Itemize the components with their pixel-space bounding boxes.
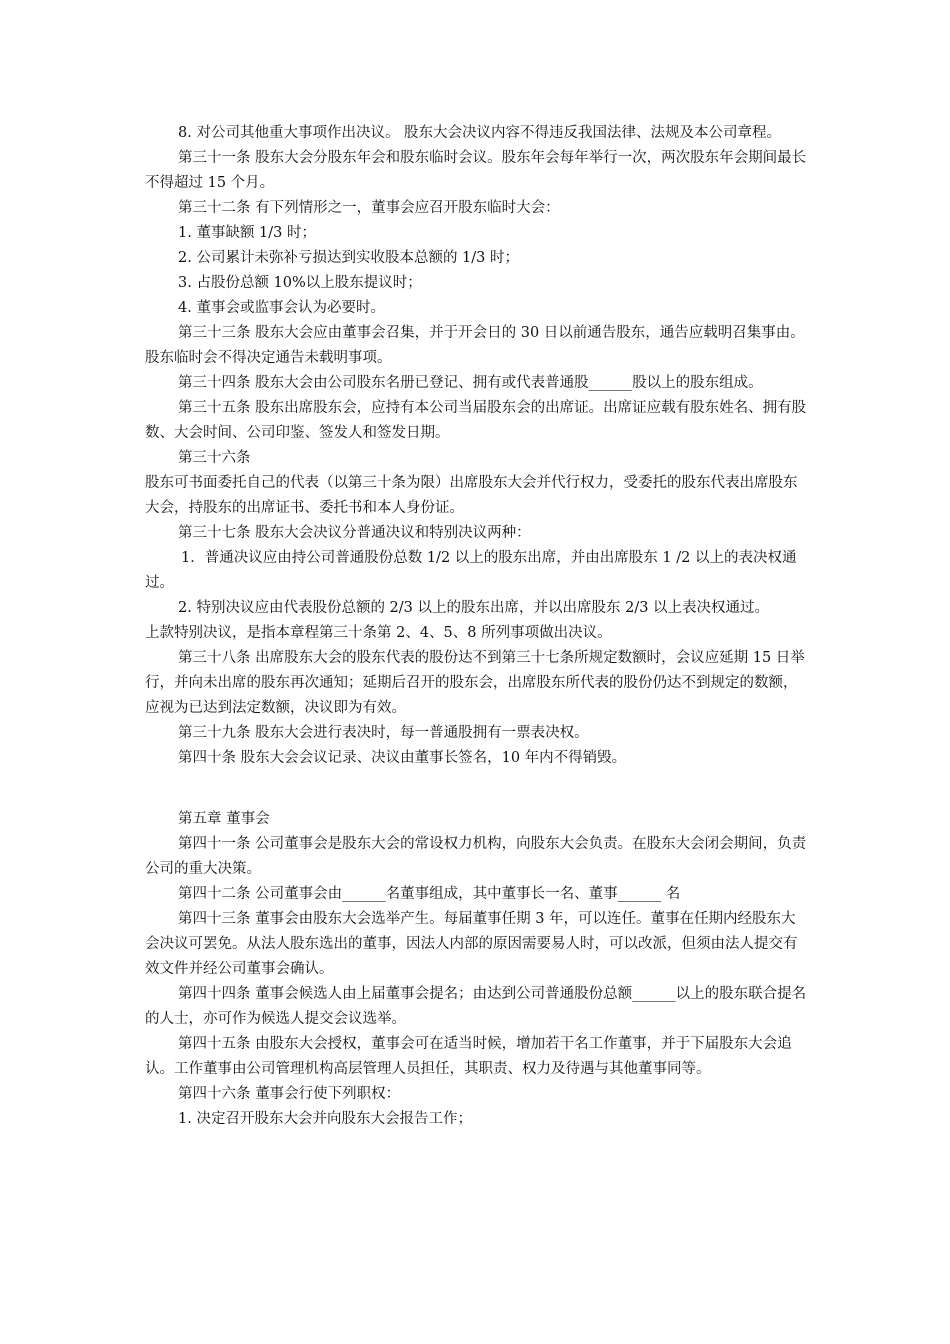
article-44: 第四十四条 董事会候选人由上届董事会提名；由达到公司普通股份总额______以上的股东联合提名的人士，亦可作为候选人提交会议选举。	[145, 986, 807, 1027]
list-item: 1．普通决议应由持公司普通股份总数 1/2 以上的股东出席，并由出席股东 1 /2 以上的表决权通过。	[145, 550, 797, 591]
list-item: 2. 特别决议应由代表股份总额的 2/3 以上的股东出席，并以出席股东 2/3 以上表决权通过。	[178, 600, 770, 616]
article-36-heading: 第三十六条	[178, 450, 251, 466]
list-item: 2. 公司累计未弥补亏损达到实收股本总额的 1/3 时；	[178, 250, 519, 266]
article-45: 第四十五条 由股东大会授权，董事会可在适当时候，增加若干名工作董事，并于下届股东大会追认。工作董事由公司管理机构高层管理人员担任，其职责、权力及待遇与其他董事同等。	[145, 1036, 792, 1077]
article-36-body: 股东可书面委托自己的代表（以第三十条为限）出席股东大会并代行权力，受委托的股东代表出席股东大会，持股东的出席证书、委托书和本人身份证。	[145, 475, 798, 516]
list-item: 4. 董事会或监事会认为必要时。	[178, 300, 385, 316]
paragraph: 上款特别决议，是指本章程第三十条第 2、4、5、8 所列事项做出决议。	[145, 625, 612, 641]
article-42: 第四十二条 公司董事会由______名董事组成，其中董事长一名、董事______ 名	[178, 886, 681, 902]
list-item: 1. 决定召开股东大会并向股东大会报告工作；	[178, 1111, 472, 1127]
list-item: 1. 董事缺额 1/3 时；	[178, 225, 316, 241]
article-38: 第三十八条 出席股东大会的股东代表的股份达不到第三十七条所规定数额时，会议应延期 15 日举行，并向未出席的股东再次通知；延期后召开的股东会，出席股东所代表的股份仍达不到规定的数额，应视为已达到法定数额，决议即为有效。	[145, 650, 805, 716]
article-35: 第三十五条 股东出席股东会，应持有本公司当届股东会的出席证。出席证应载有股东姓名、拥有股数、大会时间、公司印鉴、签发人和签发日期。	[145, 400, 807, 441]
article-34: 第三十四条 股东大会由公司股东名册已登记、拥有或代表普通股______股以上的股东组成。	[178, 375, 763, 391]
document-body	[145, 121, 807, 1132]
chapter-heading: 第五章 董事会	[178, 811, 270, 827]
article-46: 第四十六条 董事会行使下列职权：	[178, 1086, 401, 1102]
article-32: 第三十二条 有下列情形之一，董事会应召开股东临时大会：	[178, 200, 560, 216]
article-33: 第三十三条 股东大会应由董事会召集，并于开会日的 30 日以前通告股东，通告应载明召集事由。股东临时会不得决定通告未载明事项。	[145, 325, 805, 366]
article-37: 第三十七条 股东大会决议分普通决议和特别决议两种：	[178, 525, 531, 541]
article-40: 第四十条 股东大会会议记录、决议由董事长签名，10 年内不得销毁。	[178, 750, 627, 766]
section-spacer	[145, 771, 807, 807]
paragraph: 8. 对公司其他重大事项作出决议。 股东大会决议内容不得违反我国法律、法规及本公司章程。	[178, 125, 782, 141]
article-41: 第四十一条 公司董事会是股东大会的常设权力机构，向股东大会负责。在股东大会闭会期间，负责公司的重大决策。	[145, 836, 807, 877]
article-43: 第四十三条 董事会由股东大会选举产生。每届董事任期 3 年，可以连任。董事在任期内经股东大会决议可罢免。从法人股东选出的董事，因法人内部的原因需要易人时，可以改派，但须由法人提交有效文件并经公司董事会确认。	[145, 911, 798, 977]
article-31: 第三十一条 股东大会分股东年会和股东临时会议。股东年会每年举行一次，两次股东年会期间最长不得超过 15 个月。	[145, 150, 807, 191]
article-39: 第三十九条 股东大会进行表决时，每一普通股拥有一票表决权。	[178, 725, 589, 741]
list-item: 3. 占股份总额 10%以上股东提议时；	[178, 275, 422, 291]
